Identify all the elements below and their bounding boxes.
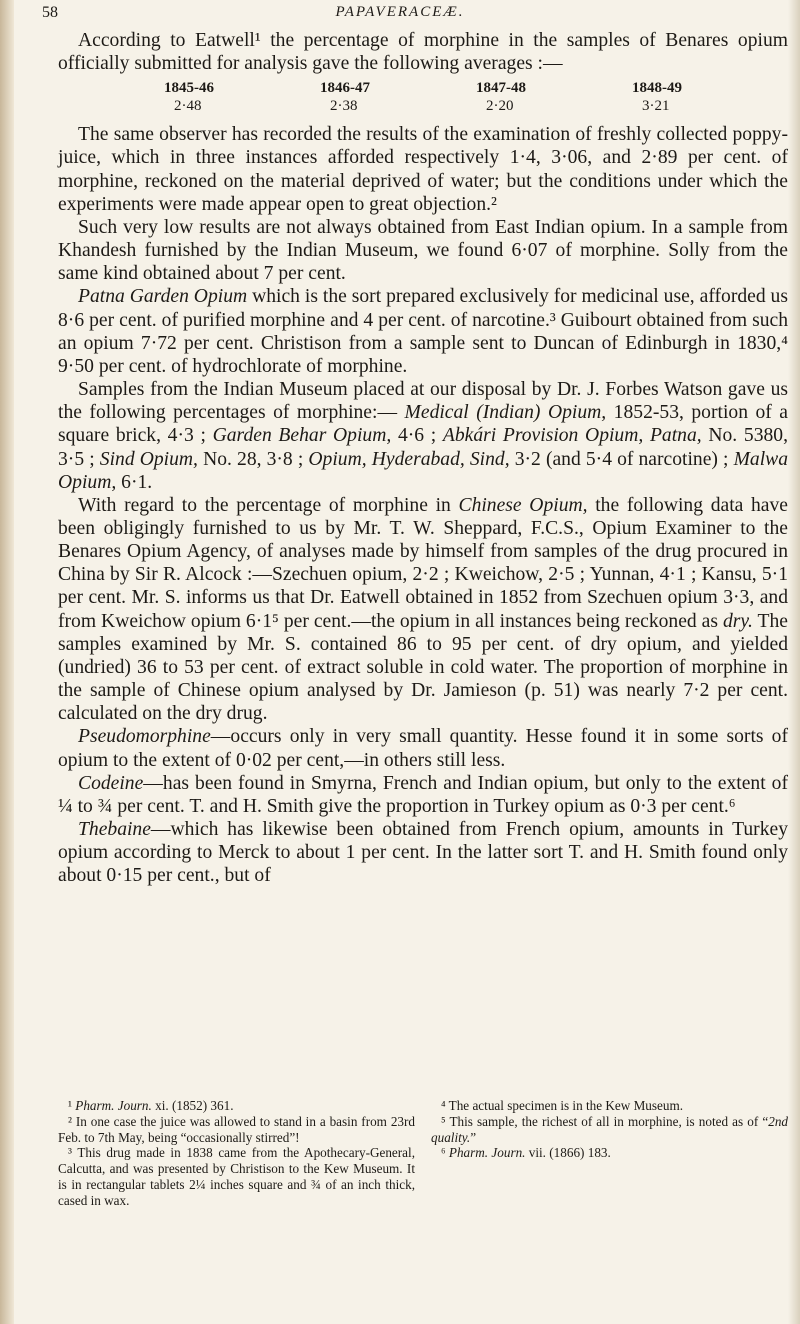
observer-paragraph: The same observer has recorded the results of the examination of freshly collected poppy-juice, which in three instances afforded respectively 1·4, 3·06, and 2·89 per cent. of morphine, reckoned on the material deprived of water; but the conditions under which the experiments were made appear open to great objection.²	[58, 124, 788, 215]
patna-paragraph	[58, 285, 788, 378]
footnote-marker: ⁶	[441, 1145, 449, 1161]
chinese-intro: With regard to the percentage of morphine in	[78, 494, 459, 516]
year-value: 2·20	[486, 98, 514, 115]
page-edge	[788, 0, 800, 1324]
footnote-text: ⁵ This sample, the richest of all in morphine, is noted as of “	[441, 1113, 769, 1129]
page-number: 58	[42, 4, 58, 21]
footnote-2: ² In one case the juice was allowed to stand in a basin from 23rd Feb. to 7th May, being “occasionally stirred”!	[58, 1113, 415, 1145]
year-column	[320, 79, 476, 115]
dry-word: dry.	[722, 610, 753, 632]
medical-text: 1852-53, portion of a square brick, 4·3 ;	[58, 402, 789, 447]
thebaine-text: —which has likewise been obtained from French opium, amounts in Turkey opium according to Merck to about 1 per cent. In the latter sort T. and H. Smith found only about 0·15 per cent., but of	[58, 819, 788, 887]
footnotes-left-column	[58, 1098, 415, 1209]
chinese-label: Chinese Opium,	[458, 494, 588, 516]
binding-shadow	[0, 0, 14, 1324]
abkari-text: No. 5380, 3·5 ;	[58, 425, 788, 470]
chinese-paragraph	[58, 494, 788, 726]
patna-label: Patna Garden Opium	[78, 286, 248, 308]
abkari-label: Abkári Provision Opium, Patna,	[442, 425, 702, 447]
footnote-journal: Pharm. Journ.	[75, 1098, 152, 1113]
pseudomorphine-text: —occurs only in very small quantity. Hesse found it in some sorts of opium to the extent of 0·02 per cent,—in others still less.	[58, 726, 788, 771]
chinese-text-end: The samples examined by Mr. S. contained 86 to 95 per cent. of dry opium, and yielded (undried) 36 to 53 per cent. of extract soluble in cold water. The proportion of morphine in the sample of Chinese opium analysed by Dr. Jamieson (p. 51) was nearly 7·2 per cent. calculated on the dry drug.	[58, 610, 788, 725]
intro-paragraph: According to Eatwell¹ the percentage of morphine in the samples of Benares opium officially submitted for analysis gave the following averages :—	[58, 30, 788, 75]
khandesh-paragraph: Such very low results are not always obtained from East Indian opium. In a sample from Khandesh furnished by the Indian Museum, we found 6·07 of morphine. Solly from the same kind obtained about 7 per cent.	[58, 216, 788, 285]
footnote-text: ”	[470, 1129, 477, 1145]
year-label: 1846-47	[320, 80, 370, 97]
thebaine-paragraph	[58, 818, 788, 887]
year-column	[632, 79, 788, 115]
malwa-text: 6·1.	[116, 471, 153, 493]
chinese-text: the following data have been obligingly furnished to us by Mr. T. W. Sheppard, F.C.S., Opium Examiner to the Benares Opium Agency, of analyses made by himself from samples of the drug procured in China by Sir R. Alcock :—Szechuen opium, 2·2 ; Kweichow, 2·5 ; Yunnan, 4·1 ; Kansu, 5·1 per cent. Mr. S. informs us that Dr. Eatwell obtained in 1852 from Szechuen opium 3·3, and from Kweichow opium 6·1⁵ per cent.—the opium in all instances being reckoned as	[58, 494, 788, 632]
footnote-text: xi. (1852) 361.	[151, 1098, 234, 1113]
years-table	[58, 79, 788, 115]
footnote-4: ⁴ The actual specimen is in the Kew Museum.	[441, 1098, 684, 1113]
year-column	[164, 79, 320, 115]
body-text	[58, 29, 788, 887]
malwa-label: Malwa Opium,	[58, 448, 789, 493]
samples-intro: Samples from the Indian Museum placed at our disposal by Dr. J. Forbes Watson gave us the following percentages of morphine:—	[58, 379, 788, 424]
medical-label: Medical (Indian) Opium,	[404, 402, 607, 424]
footnotes-right-column	[431, 1098, 788, 1209]
footnote-1	[58, 1098, 415, 1114]
pseudomorphine-label: Pseudomorphine	[78, 726, 211, 748]
sind-text: No. 28, 3·8 ;	[197, 448, 309, 470]
footnote-3: ³ This drug made in 1838 came from the Apothecary-General, Calcutta, and was presented by Christison to the Kew Museum. It is in rectangular tablets 2¼ inches square and ¾ of an inch thick, cased in wax.	[58, 1145, 415, 1208]
thebaine-label: Thebaine	[78, 819, 151, 840]
year-label: 1847-48	[476, 80, 526, 97]
codeine-paragraph	[58, 772, 788, 818]
footnote-journal: Pharm. Journ.	[448, 1145, 526, 1161]
footnote-marker: ¹	[68, 1098, 76, 1113]
footnote-quality: 2nd quality.	[431, 1113, 788, 1145]
running-title: PAPAVERACEÆ.	[335, 4, 465, 20]
year-label: 1848-49	[632, 80, 682, 97]
codeine-text: —has been found in Smyrna, French and Indian opium, but only to the extent of ¼ to ¾ per cent. T. and H. Smith give the proportion in Turkey opium as 0·3 per cent.⁶	[58, 772, 788, 817]
footnote-6	[431, 1145, 788, 1161]
samples-paragraph	[58, 378, 788, 494]
sind-label: Sind Opium,	[99, 448, 198, 470]
year-column	[476, 79, 632, 115]
year-value: 3·21	[642, 98, 670, 115]
codeine-label: Codeine	[78, 772, 144, 794]
garden-label: Garden Behar Opium,	[212, 425, 392, 447]
patna-text: which is the sort prepared exclusively for medicinal use, afforded us 8·6 per cent. of purified morphine and 4 per cent. of narcotine.³ Guibourt obtained from such an opium 7·72 per cent. Christison from a sample sent to Duncan of Edinburgh in 1830,⁴ 9·50 per cent. of hydrochlorate of morphine.	[58, 286, 788, 377]
year-value: 2·38	[330, 98, 358, 115]
footnote-5	[431, 1114, 788, 1146]
garden-text: 4·6 ;	[391, 425, 443, 447]
pseudomorphine-paragraph	[58, 725, 788, 771]
footnote-text: vii. (1866) 183.	[525, 1145, 611, 1161]
footnotes	[58, 1098, 788, 1209]
year-label: 1845-46	[164, 80, 214, 97]
year-value: 2·48	[174, 98, 202, 115]
hyderabad-text: 3·2 (and 5·4 of narcotine) ;	[509, 448, 734, 470]
hyderabad-label: Opium, Hyderabad, Sind,	[308, 448, 510, 470]
